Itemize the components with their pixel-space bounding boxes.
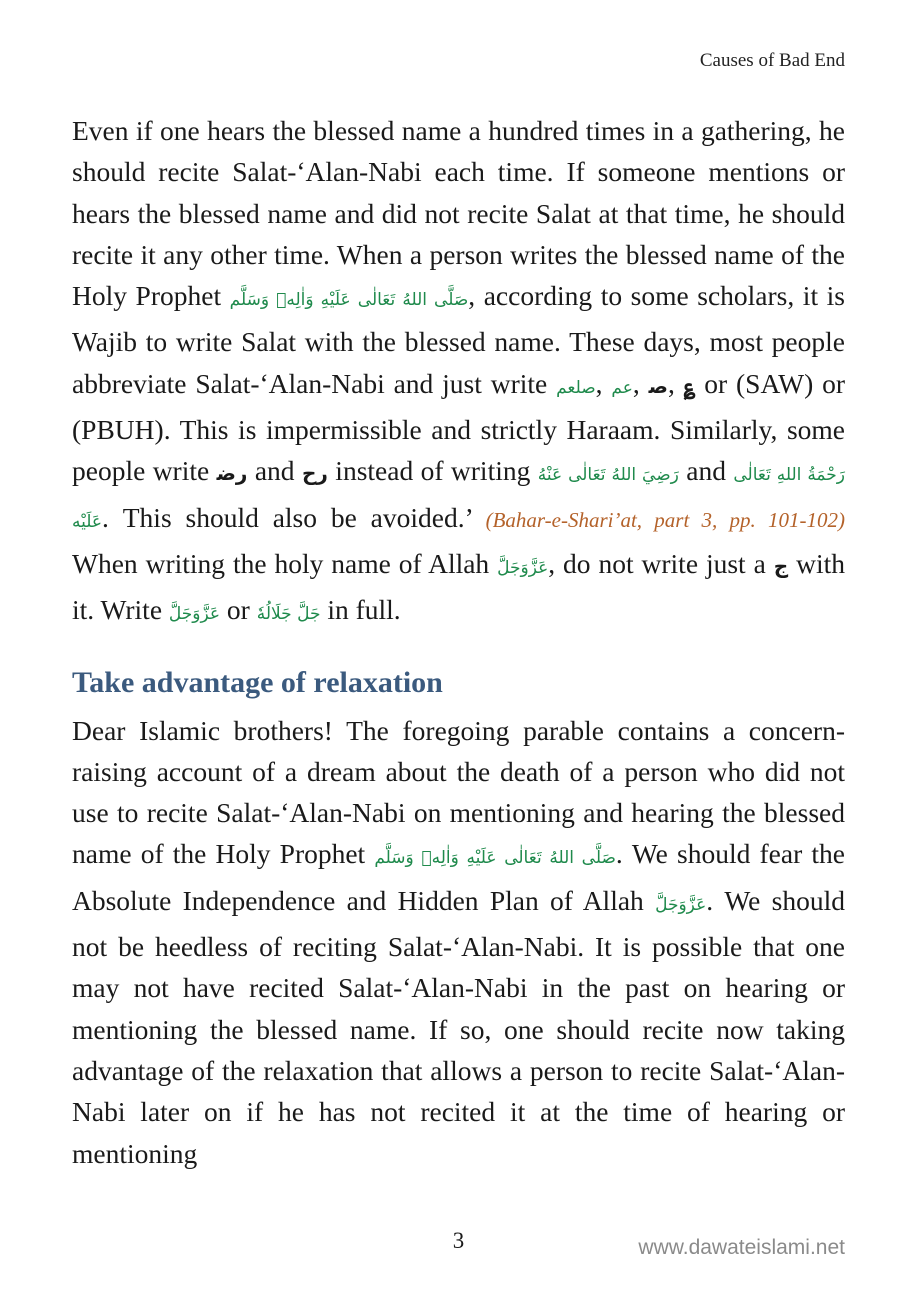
- text-run: . We should not be heedless of reciting Salat-‘Alan-Nabi. It is possible that one may not have recited Salat-‘Alan-Nabi in the past on hearing or mentioning the blessed name. If so, one should recite now taking advantage of the relaxation that allows a person to recite Salat-‘Alan-Nabi later on if he has not recited it at the time of hearing or mentioning: [72, 884, 845, 1169]
- text-run: ) or (: [72, 367, 846, 446]
- arabic-phrase: رَضِيَ اللهُ تَعَالٰى عَنْهُ: [537, 465, 679, 486]
- text-run: with it. Write: [72, 547, 845, 626]
- text-run: . We should fear the Absolute Independence and Hidden Plan of Allah: [72, 838, 845, 916]
- arabic-phrase: عَزَّوَجَلَّ: [168, 604, 221, 625]
- text-run: When writing the holy name of Allah: [72, 547, 498, 579]
- text-run: and: [678, 455, 734, 487]
- text-run: ). This is impermissible and strictly Haraam. Similarly, some people write: [72, 414, 845, 487]
- page-number: 3: [452, 1228, 465, 1253]
- arabic-abbreviation: ﺭﺿ: [216, 461, 248, 486]
- running-header: Causes of Bad End: [699, 50, 845, 71]
- arabic-abbreviation: ﺭﺡ: [301, 461, 328, 486]
- arabic-phrase: جَلَّ جَلَالُهٗ: [256, 604, 321, 625]
- text-run: instead of writing: [327, 455, 538, 487]
- text-run: , do not write just a: [548, 547, 774, 579]
- text-run: in full.: [320, 594, 401, 626]
- text-run: Dear Islamic brothers! The foregoing parable contains a concern-raising account of a dream about the death of a person who did not use to recite Salat-‘Alan-Nabi on mentioning and hearing the blessed name of the Holy Prophet: [72, 714, 845, 870]
- arabic-phrase: عَزَّوَجَلَّ: [655, 894, 707, 915]
- arabic-salutation: صَلَّى اللهُ تَعَالٰى عَلَيْهِ وَاٰلِهٖ وَسَلَّم: [229, 290, 469, 311]
- text-run: ,: [595, 367, 612, 399]
- arabic-phrase: رَحْمَةُ اللهِ تَعَالٰى عَلَيْه: [72, 465, 845, 532]
- paragraph-salat-rules: [72, 110, 845, 636]
- arabic-salutation: صَلَّى اللهُ تَعَالٰى عَلَيْهِ وَاٰلِهٖ وَسَلَّم: [374, 848, 616, 869]
- text-run: ,: [632, 367, 649, 399]
- abbreviation-saw: SAW: [745, 367, 805, 399]
- arabic-abbreviation: ؏: [683, 373, 696, 398]
- text-run: and: [247, 455, 302, 487]
- website-link[interactable]: www.dawateislami.net: [638, 1236, 845, 1259]
- paragraph-relaxation: [72, 710, 845, 1174]
- text-run: . This should also be avoided.’: [102, 501, 486, 533]
- arabic-abbreviation: عم: [611, 377, 633, 398]
- text-run: ,: [667, 367, 684, 399]
- arabic-abbreviation: ﺻ: [648, 373, 668, 398]
- text-run: Even if one hears the blessed name a hundred times in a gathering, he should recite Salat-‘Alan-Nabi each time. If someone mentions or hears the blessed name and did not recite Salat at that time, he should recite it any other time. When a person writes the blessed name of the Holy Prophet: [72, 115, 845, 312]
- arabic-abbreviation: صلعم: [556, 377, 596, 398]
- text-run: , according to some scholars, it is Wajib to write Salat with the blessed name. These days, most people abbreviate Salat-‘Alan-Nabi and just write: [72, 280, 845, 399]
- arabic-abbreviation: ﺝ: [773, 553, 789, 578]
- text-run: or (: [695, 367, 746, 399]
- abbreviation-pbuh: PBUH: [81, 414, 155, 446]
- arabic-phrase: عَزَّوَجَلَّ: [497, 557, 549, 578]
- page-content: [72, 110, 845, 1174]
- citation: (Bahar-e-Shari’at, part 3, pp. 101-102): [485, 507, 845, 532]
- section-heading: Take advantage of relaxation: [72, 665, 443, 699]
- text-run: or: [220, 594, 257, 626]
